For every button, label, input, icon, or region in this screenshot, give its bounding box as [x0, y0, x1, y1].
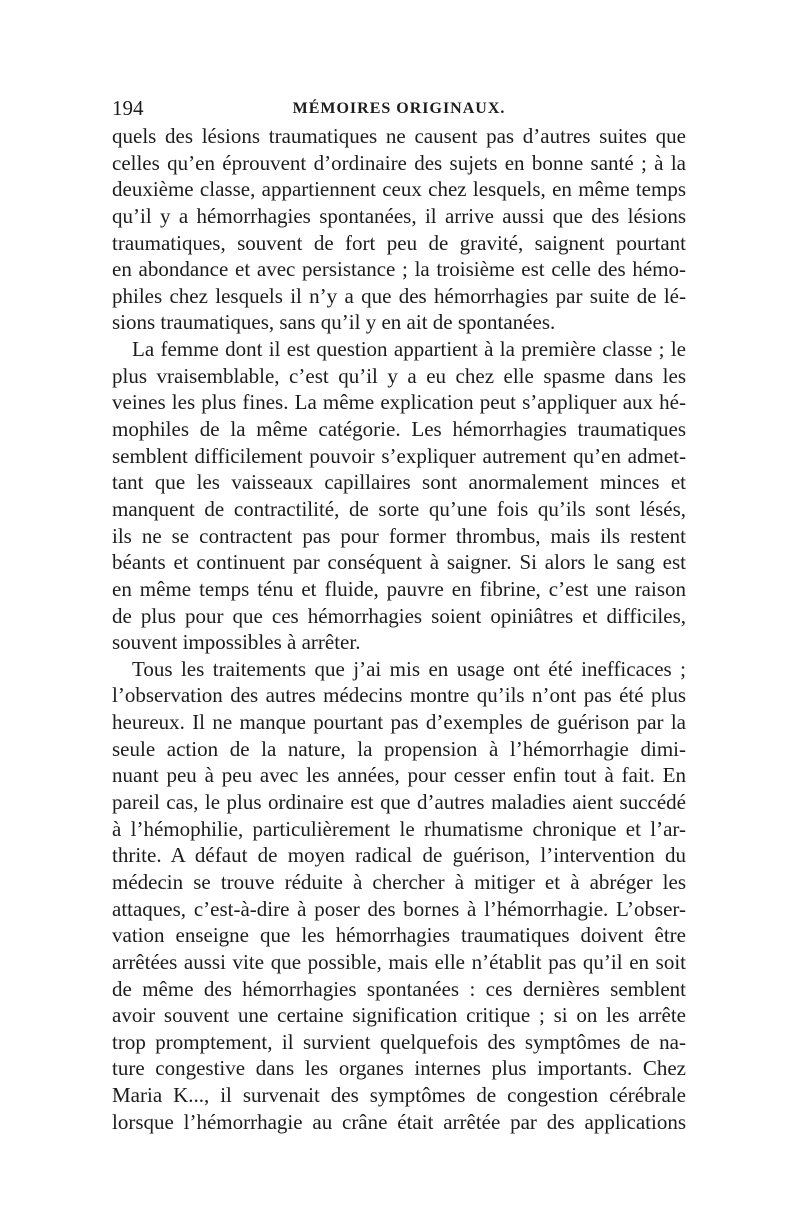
- text-line: ils ne se contractent pas pour former thrombus, mais ils restent: [112, 523, 686, 548]
- text-line: heureux. Il ne manque pourtant pas d’exemples de guérison par la: [112, 710, 686, 735]
- page: [112, 96, 686, 1135]
- text-line: semblent difficilement pouvoir s’expliquer autrement qu’en admet-: [112, 443, 686, 468]
- text-line: pareil cas, le plus ordinaire est que d’autres maladies aient succédé: [112, 790, 686, 815]
- text-line: mophiles de la même catégorie. Les hémorrhagies traumatiques: [112, 417, 686, 442]
- running-head: [112, 96, 686, 120]
- text-line: de même des hémorrhagies spontanées : ces dernières semblent: [112, 976, 686, 1001]
- text-line: La femme dont il est question appartient à la première classe ; le: [132, 337, 686, 362]
- text-line: traumatiques, souvent de fort peu de gravité, saignent pourtant: [112, 230, 686, 255]
- text-line: tant que les vaisseaux capillaires sont anormalement minces et: [112, 470, 686, 495]
- paragraph-1: [112, 123, 686, 336]
- text-line: trop promptement, il survient quelquefois des symptômes de na-: [112, 1029, 686, 1054]
- text-line: l’observation des autres médecins montre qu’ils n’ont pas été plus: [112, 683, 686, 708]
- text-line: en abondance et avec persistance ; la troisième est celle des hémo-: [112, 257, 686, 282]
- text-line: thrite. A défaut de moyen radical de guérison, l’intervention du: [112, 843, 686, 868]
- text-line: Maria K..., il survenait des symptômes de congestion cérébrale: [112, 1083, 686, 1108]
- running-title: MÉMOIRES ORIGINAUX.: [292, 100, 506, 117]
- text-line: manquent de contractilité, de sorte qu’une fois qu’ils sont lésés,: [112, 496, 686, 521]
- text-line: vation enseigne que les hémorrhagies traumatiques doivent être: [112, 923, 686, 948]
- text-line: deuxième classe, appartiennent ceux chez lesquels, en même temps: [112, 177, 686, 202]
- text-line: quels des lésions traumatiques ne causent pas d’autres suites que: [112, 124, 686, 148]
- text-line: seule action de la nature, la propension à l’hémorrhagie dimi-: [112, 736, 686, 761]
- text-line: avoir souvent une certaine signification critique ; si on les arrête: [112, 1003, 686, 1028]
- text-line: en même temps ténu et fluide, pauvre en fibrine, c’est une raison: [112, 576, 686, 601]
- paragraph-3: [112, 656, 686, 1136]
- text-line: lorsque l’hémorrhagie au crâne était arrêtée par des applications: [112, 1109, 686, 1134]
- text-line: celles qu’en éprouvent d’ordinaire des sujets en bonne santé ; à la: [112, 150, 686, 175]
- text-line: attaques, c’est-à-dire à poser des bornes à l’hémorrhagie. L’obser-: [112, 896, 686, 921]
- text-line: veines les plus fines. La même explication peut s’appliquer aux hé-: [112, 390, 686, 415]
- text-line: qu’il y a hémorrhagies spontanées, il arrive aussi que des lésions: [112, 203, 686, 228]
- text-line: arrêtées aussi vite que possible, mais elle n’établit pas qu’il en soit: [112, 949, 686, 974]
- paragraph-2: [112, 336, 686, 656]
- text-line: Tous les traitements que j’ai mis en usage ont été inefficaces ;: [132, 656, 686, 681]
- text-line: ture congestive dans les organes internes plus importants. Chez: [112, 1056, 686, 1081]
- text-line: philes chez lesquels il n’y a que des hémorrhagies par suite de lé-: [112, 283, 686, 308]
- text-line: de plus pour que ces hémorrhagies soient opiniâtres et difficiles,: [112, 603, 686, 628]
- text-line: sions traumatiques, sans qu’il y en ait de spontanées.: [112, 310, 556, 335]
- text-line: à l’hémophilie, particulièrement le rhumatisme chronique et l’ar-: [112, 816, 686, 841]
- text-line: béants et continuent par conséquent à saigner. Si alors le sang est: [112, 550, 686, 575]
- page-number: 194: [112, 96, 144, 120]
- text-line: souvent impossibles à arrêter.: [112, 630, 361, 655]
- text-line: plus vraisemblable, c’est qu’il y a eu chez elle spasme dans les: [112, 363, 686, 388]
- text-line: nuant peu à peu avec les années, pour cesser enfin tout à fait. En: [112, 763, 686, 788]
- text-line: médecin se trouve réduite à chercher à mitiger et à abréger les: [112, 869, 686, 894]
